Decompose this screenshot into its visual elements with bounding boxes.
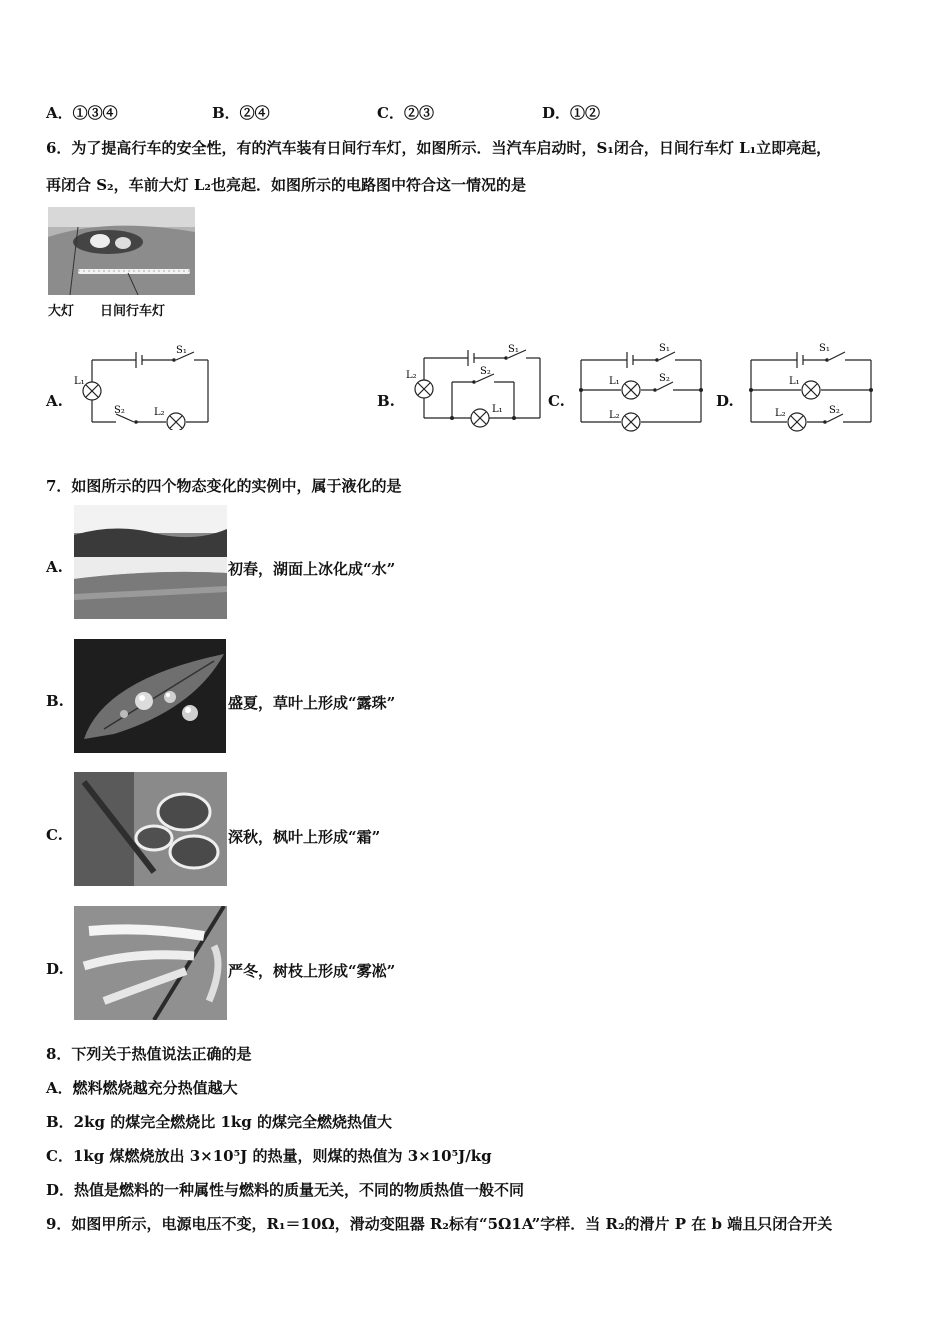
circuit-a-s2: S₂ — [114, 405, 125, 416]
caption-headlight: 大灯 — [48, 304, 75, 319]
caption-daytime-light: 日间行车灯 — [100, 304, 166, 319]
q7-option-c-text: 深秋，枫叶上形成“霜” — [228, 828, 381, 846]
q7-option-a-text: 初春，湖面上冰化成“水” — [228, 560, 396, 578]
frost-leaf-photo — [74, 772, 227, 886]
circuit-a-s1: S₁ — [176, 345, 187, 356]
lake-photo-drawing — [74, 505, 227, 619]
q8-stem: 8．下列关于热值说法正确的是 — [46, 1045, 252, 1063]
q6-option-a-label: A. — [46, 392, 63, 410]
circuit-c — [575, 338, 707, 433]
circuit-c-l2: L₂ — [609, 410, 620, 421]
circuit-a-l1: L₁ — [74, 376, 85, 387]
q7-option-b-text: 盛夏，草叶上形成“露珠” — [228, 694, 396, 712]
q8-option-d: D．热值是燃料的一种属性与燃料的质量无关，不同的物质热值一般不同 — [46, 1181, 525, 1199]
q7-option-b-letter: B. — [46, 692, 64, 710]
circuit-b-s2: S₂ — [480, 366, 491, 377]
q8-option-c: C．1kg 煤燃烧放出 3×10⁵J 的热量，则煤的热值为 3×10⁵J/kg — [46, 1147, 492, 1165]
circuit-b-l2: L₂ — [406, 370, 417, 381]
dew-leaf-photo — [74, 639, 226, 753]
q7-option-c-letter: C. — [46, 826, 63, 844]
circuit-b-l1: L₁ — [492, 404, 503, 415]
q7-option-d-text: 严冬，树枝上形成“雾凇” — [228, 962, 396, 980]
q5-option-c: C．②③ — [377, 104, 434, 122]
q6-option-c-label: C. — [548, 392, 565, 410]
circuit-b-s1: S₁ — [508, 344, 519, 355]
q7-option-d-letter: D. — [46, 960, 64, 978]
circuit-a — [70, 340, 215, 430]
frost-photo-drawing — [74, 772, 227, 886]
rime-branch-photo — [74, 906, 227, 1020]
circuit-d — [745, 338, 877, 433]
circuit-d-s2: S₂ — [829, 405, 840, 416]
circuit-c-l1: L₁ — [609, 376, 620, 387]
rime-photo-drawing — [74, 906, 227, 1020]
q9-stem-line1: 9．如图甲所示，电源电压不变，R₁＝10Ω，滑动变阻器 R₂标有“5Ω1A”字样．当 R₂的滑片 P 在 b 端且只闭合开关 — [46, 1215, 833, 1233]
circuit-d-l2: L₂ — [775, 408, 786, 419]
q6-option-d-label: D. — [716, 392, 734, 410]
car-photo-drawing — [48, 207, 195, 295]
circuit-d-s1: S₁ — [819, 343, 830, 354]
circuit-c-s1: S₁ — [659, 343, 670, 354]
q7-stem: 7．如图所示的四个物态变化的实例中，属于液化的是 — [46, 477, 402, 495]
q7-option-a-letter: A. — [46, 558, 63, 576]
q6-stem-line2: 再闭合 S₂，车前大灯 L₂也亮起．如图所示的电路图中符合这一情况的是 — [46, 176, 526, 194]
dew-photo-drawing — [74, 639, 226, 753]
q5-option-b: B．②④ — [212, 104, 270, 122]
q6-stem-line1: 6．为了提高行车的安全性，有的汽车装有日间行车灯，如图所示．当汽车启动时，S₁闭合，日间行车灯 L₁立即亮起， — [46, 139, 832, 157]
circuit-b — [404, 340, 546, 430]
car-headlight-photo — [48, 207, 195, 295]
circuit-a-l2: L₂ — [154, 407, 165, 418]
lake-ice-photo — [74, 505, 227, 619]
q8-option-b: B．2kg 的煤完全燃烧比 1kg 的煤完全燃烧热值大 — [46, 1113, 392, 1131]
q5-option-a: A．①③④ — [46, 104, 118, 122]
q8-option-a: A．燃料燃烧越充分热值越大 — [46, 1079, 238, 1097]
q5-option-d: D．①② — [542, 104, 601, 122]
circuit-c-s2: S₂ — [659, 373, 670, 384]
q6-option-b-label: B. — [377, 392, 395, 410]
circuit-d-l1: L₁ — [789, 376, 800, 387]
